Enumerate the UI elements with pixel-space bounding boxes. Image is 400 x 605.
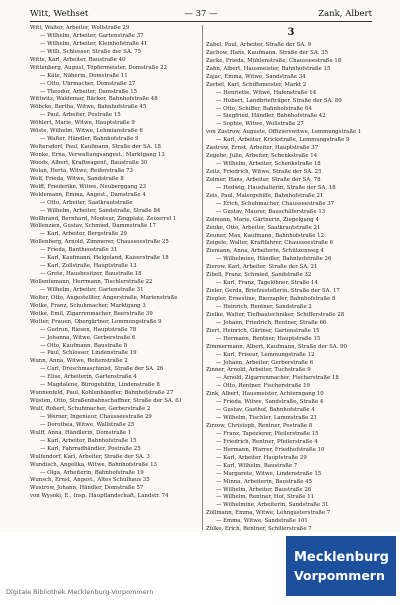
directory-entry: — Werner, Ingenieur, Chausseestraße 29 <box>40 413 152 420</box>
directory-entry: — Wilhelm, Arbeiter, Schenkstraße 18 <box>216 161 321 168</box>
directory-entry: — Otto, Rentner, Fischerstraße 19 <box>216 383 311 390</box>
directory-entry: — Karl, Wilhelm, Baustraße 7 <box>216 462 298 469</box>
directory-entry: — Johann, Friedrich, Rentner, Straße 66 <box>216 319 327 326</box>
column-divider <box>202 25 203 530</box>
logo-line-2: Vorpommern <box>294 568 385 583</box>
library-credit: Digitale Bibliothek Mecklenburg-Vorpommern <box>6 588 154 596</box>
directory-entry: — Hubert, Landbriefträger, Straße der SA. 80 <box>216 97 342 104</box>
directory-entry: Zülke, Erich, Rentner, Schillerstraße 7 <box>206 526 312 533</box>
directory-entry: Wundisch, Angelika, Witwe, Bahnhofstraße 13 <box>30 461 157 468</box>
directory-entry: — Arnold, Zigarrenmacher, Fischerstraße 18 <box>216 375 339 382</box>
directory-entry: Wustrow, Johann, Händler, Domstraße 57 <box>30 485 144 492</box>
directory-entry: — Willi, Schlosser, Straße der SA. 75 <box>40 48 142 55</box>
directory-entry: — Karl, Arbeiter, Bergstraße 29 <box>40 231 127 238</box>
directory-entry: Wotter, Frauen, Obergärtner, Lemmungstraße 9 <box>30 318 162 325</box>
page-header <box>30 9 372 22</box>
directory-entry: — Margarete, Witwe, Lindenstraße 15 <box>216 470 322 477</box>
directory-entry: Zöllmann, Emma, Witwe, Lehngasterstraße 7 <box>206 510 331 517</box>
mv-logo <box>286 536 396 596</box>
directory-entry: Wulff, Anna, Händlerin, Domstraße 1 <box>30 429 132 436</box>
directory-entry: Witt, Walter, Arbeiter, Wollstraße 29 <box>30 25 130 31</box>
directory-entry: — Carl, Dreschmaschinist, Straße der SA. 26 <box>40 366 164 373</box>
directory-entry: — Hermann, Rentner, Hauptstraße 15 <box>216 335 321 342</box>
directory-entry: — Siegfried, Händler, Bahnhofstraße 42 <box>216 113 326 120</box>
directory-entry: Wittenberg, August, Töpfermeister, Domstraße 22 <box>30 64 168 71</box>
directory-entry: — Dorothea, Witwe, Wallstraße 25 <box>40 421 135 428</box>
directory-entry: Zachow, Hans, Kaufmann, Straße der SA. 35 <box>206 49 329 56</box>
directory-entry: — Frieda, Witwe, Sandstraße, Straße 4 <box>216 399 324 406</box>
directory-entry: Woldemann, Emma, Angest., Damstraße 4 <box>30 191 146 198</box>
directory-entry: Witte, Karl, Arbeiter, Baustraße 40 <box>30 56 126 63</box>
directory-entry: — Wilhelm, Rentner, Hof, Straße 11 <box>216 494 315 501</box>
logo-line-1: Mecklenburg <box>294 550 389 565</box>
directory-entry: — Elise, Arbeiterin, Gartenstraße 4 <box>40 374 137 381</box>
directory-entry: Wulf, Robert, Schuhmacher, Gerberstraße 2 <box>30 406 151 412</box>
directory-entry: Zink, Albert, Hausmeister, Achterngang 10 <box>206 391 324 398</box>
directory-entry: — Frieda, Bantheostraße 31 <box>40 247 118 254</box>
directory-entry: Ziert, Heinrich, Gärtner, Gartenstraße 15 <box>206 327 320 334</box>
directory-entry: Wolf, Frieda, Witwe, Sandstraße 8 <box>30 175 124 182</box>
directory-entry: Zibell, Franz, Schmied, Sandstraße 32 <box>206 272 312 279</box>
directory-entry: Wunsch, Ernst, Angest., Altes Schulhaus 35 <box>30 477 150 484</box>
directory-entry: — Wilhelm, Arbeiter, Baustraße 26 <box>216 486 312 493</box>
directory-entry: Wöhlert, Marie, Witwe, Hauptstraße 9 <box>30 120 135 127</box>
directory-entry: Woods, Albert, Kraftwagenf., Baustraße 30 <box>30 159 148 166</box>
directory-entry: — Paul, Schlosser, Lindenstraße 19 <box>40 350 137 357</box>
directory-entry: Wunn, Anna, Witwe, Reitenstraße 2 <box>30 358 128 365</box>
directory-entry: Wollenberg, Arnold, Zimmerer, Chausseestraße 25 <box>30 239 169 246</box>
directory-entry: Zarbel, Karl, Schiffsmeister, Markt 2 <box>206 81 307 88</box>
directory-entry: Wolter, Otto, Angestellter, Angerstraße, Marienstraße <box>30 294 178 301</box>
directory-entry: Zierow, Karl, Arbeiter, Straße der SA. 21 <box>206 264 318 271</box>
directory-entry: Wolan, Herta, Witwe, Reiferstraße 73 <box>30 167 133 174</box>
directory-entry: Zelmer, Hans, Arbeiter, Straße der SA. 78 <box>206 176 321 183</box>
directory-entry: Wolff, Friederike, Witwe, Neuberggang 23 <box>30 183 147 190</box>
directory-entry: — Karl, Zollstraße, Hauptstraße 13 <box>40 263 137 270</box>
directory-entry: Zeigele, Walter, Kraftfahrer, Chausseestraße 6 <box>206 240 334 247</box>
directory-entry: Wotke, Franz, Schuhmacher, Marktgang 3 <box>30 302 146 309</box>
directory-entry: Zirzow, Christoph, Rentner, Postraße 8 <box>206 423 313 429</box>
directory-entry: — Hermann, Pfarrer, Friedhofstraße 10 <box>216 446 325 453</box>
directory-entry: Ziegler, Ernestine, Bierzapfer, Bahnhofstraße 8 <box>206 296 336 302</box>
page-number: — 37 — <box>184 9 218 19</box>
directory-entry: Zajac, Emma, Witwe, Sandstraße 34 <box>206 73 306 80</box>
directory-entry: — Sophie, Witwe, Wollstraße 27 <box>216 121 304 128</box>
directory-entry: — Wilhelm, Arbeiter, Gartenstraße 37 <box>40 32 144 39</box>
directory-entry: Zabel, Paul, Arbeiter, Straße der SA. 9 <box>206 42 312 48</box>
directory-entry: — Wilhelm, Arbeiter, Sandstraße, Straße 84 <box>40 207 161 214</box>
directory-entry: Zielke, Walter, Tiefbautechniker, Schifferstraße 28 <box>206 311 345 318</box>
directory-entry: — Otto, Schiffer, Bahnhofstraße 64 <box>216 105 312 112</box>
directory-entry: — Minna, Arbeiterin, Baustraße 45 <box>216 478 313 485</box>
directory-entry: — Karl, Fahrradhändler, Postraße 25 <box>40 445 141 452</box>
directory-entry: — Wilhelm, Tischler, Lammstraße 21 <box>216 415 317 422</box>
directory-entry: von Zastrow, Auguste, Offizierswitwe, Lemmungstraße 1 <box>206 129 362 136</box>
directory-entry: Zieler, Gerda, Briefzustellerin, Straße der SA. 17 <box>206 288 340 295</box>
right-column <box>206 25 376 542</box>
directory-entry: — Karl, Arbeiter, Krickstraße, Lemmungstraße 9 <box>216 137 350 144</box>
directory-entry: — Walter, Händler, Bahnhofstraße 9 <box>40 136 139 143</box>
directory-entry: — Emma, Witwe, Sandstraße 101 <box>216 518 308 525</box>
directory-entry: — Erich, Schuhmacher, Chausseestraße 37 <box>216 200 335 207</box>
directory-entry: Zimmermann, Albert, Kaufmann, Straße der SA. 90 <box>206 343 347 350</box>
directory-entry: — Friedrich, Rentner, Pfeilerstraße 4 <box>216 438 318 445</box>
directory-entry: — Henriette, Witwe, Hafenstraße 14 <box>216 89 317 96</box>
directory-entry: Wotke, Emil, Zigarrenmacher, Beerstraße 39 <box>30 310 153 317</box>
directory-entry: — Johann, Arbeiter, Gerberstraße 6 <box>216 359 314 366</box>
directory-entry: Ziemann, Anna, Arbeiterin, Schützenweg 4 <box>206 248 324 255</box>
directory-entry: Wittwitz, Waldemar, Bäcker, Bahnhofstraße 48 <box>30 96 158 103</box>
directory-entry: — Otto, Uhrmacher, Domstraße 27 <box>40 80 136 87</box>
directory-entry: Zegebe, Julie, Arbeiter, Schenkstraße 14 <box>206 153 318 160</box>
directory-entry: — Hedwig, Haushalterin, Straße der SA. 18 <box>216 184 336 191</box>
directory-entry: Wunnenfeld, Paul, Kohlenhändler, Bahnhofstraße 27 <box>30 390 174 397</box>
directory-entry: — Otto, Arbeiter, Saatkrautstraße <box>40 199 133 206</box>
directory-entry: Zacke, Frieda, Mühlenstraße, Chausseestraße 18 <box>206 57 342 64</box>
directory-entry: — Paul, Arbeiter, Postraße 15 <box>40 112 121 119</box>
directory-entry: — Karl, Arbeiter, Hauptstraße 29 <box>216 454 307 461</box>
directory-entry: — Käte, Näherin, Domstraße 11 <box>40 72 128 79</box>
directory-entry: — Gustav, Maurer, Bauschäferstraße 13 <box>216 208 326 215</box>
directory-entry: Zenke, Otto, Arbeiter, Saatkrautstraße 21 <box>206 224 321 231</box>
directory-entry: — Wilhelmine, Arbeiterin, Sandstraße 31 <box>216 502 329 509</box>
directory-entry: — Theodor, Arbeiter, Damstraße 15 <box>40 88 138 95</box>
directory-entry: Woltersdorf, Paul, Kaufmann, Straße der SA. 18 <box>30 144 161 151</box>
directory-entry: — Karl, Franz, Tagelöhner, Straße 14 <box>216 280 318 287</box>
directory-entry: Wöste, Wilhelm, Witwe, Lehmianstraße 6 <box>30 128 143 135</box>
directory-entry: — Wilhelmine, Händler, Bahnhofstraße 26 <box>216 256 332 263</box>
directory-entry: — Magdalene, Bürogehilfin, Lindenstraße 8 <box>40 382 160 389</box>
header-right: Zank, Albert <box>318 9 372 19</box>
directory-entry: — Gudrun, Riesen, Hauptstraße 78 <box>40 326 137 333</box>
directory-entry: Wollenzien, Gustav, Schmied, Dammstraße 17 <box>30 223 156 230</box>
directory-entry: Zeis, Paul, Malergehilfe, Bahnhofstraße 21 <box>206 192 324 199</box>
directory-entry: von Wysoki, E., Insp. Hauptlandschaft, Landstr. 74 <box>30 493 169 500</box>
directory-entry: — Wilhelm, Arbeiter, Gartenstraße 31 <box>40 286 144 293</box>
section-number: 3 <box>287 27 295 38</box>
directory-entry: Wüsten, Otto, Straßenbahnschaffner, Straße der SA. 61 <box>30 398 183 405</box>
directory-entry: — Karl, Friseur, Lemmungstraße 12 <box>216 351 315 358</box>
directory-entry: Wollentemann, Herrmann, Tischlerstraße 22 <box>30 279 153 285</box>
directory-entry: Zelmann, Marie, Gärtnerin, Ziegelgang 4 <box>206 216 319 223</box>
left-column <box>30 25 198 501</box>
directory-entry: — Johanna, Witwe, Gerberstraße 6 <box>40 334 136 341</box>
directory-entry: — Karl, Arbeiter, Bahnhofstraße 15 <box>40 437 137 444</box>
directory-entry: Zahn, Albert, Hausmeister, Bahnhofstraße 15 <box>206 65 331 72</box>
header-left: Witt, Wethset <box>30 9 89 19</box>
directory-entry: Wonke, Erna, Verwaltungsangest., Marktgang 13 <box>30 152 165 158</box>
directory-entry: — Karl, Kaufmann, Helgoland, Kaiserstraße 18 <box>40 255 169 262</box>
directory-entry: — Wilhelm, Arbeiter, Kleinhofstraße 41 <box>40 40 148 47</box>
directory-entry: Zeitz, Friedrich, Witwe, Straße der SA. 25 <box>206 169 322 175</box>
directory-entry: Zinner, Arnold, Arbeiter, Tuchstraße 9 <box>206 367 311 374</box>
directory-entry: Wollbrand, Bernhard, Monteur, Zingplatz, Zeizerrel 1 <box>30 215 177 222</box>
directory-entry: Wöbcke, Bertha, Witwe, Bahnhofstraße 45 <box>30 104 147 111</box>
directory-entry: — Franz, Tapezierer, Pfeilerstraße 15 <box>216 430 319 437</box>
directory-entry: Zastrow, Ernst, Arbeiter, Hauptstraße 37 <box>206 145 319 152</box>
directory-entry: — Grete, Hausbesitzer, Baustraße 18 <box>40 271 142 278</box>
directory-entry: — Heinrich, Rentner, Sandstraße 2 <box>216 303 312 310</box>
directory-entry: — Olga, Arbeiterin, Bahnhofstraße 19 <box>40 469 144 476</box>
directory-entry: — Otto, Kaufmann, Baustraße 8 <box>40 342 128 349</box>
directory-entry: — Gustav, Gasthof, Bahnhofstraße 4 <box>216 407 315 414</box>
directory-entry: Zeuner, Max, Kaufmann, Bahnhofstraße 12 <box>206 232 325 239</box>
directory-entry: Wulfendorf, Karl, Arbeiter, Straße der SA. 3 <box>30 453 150 460</box>
